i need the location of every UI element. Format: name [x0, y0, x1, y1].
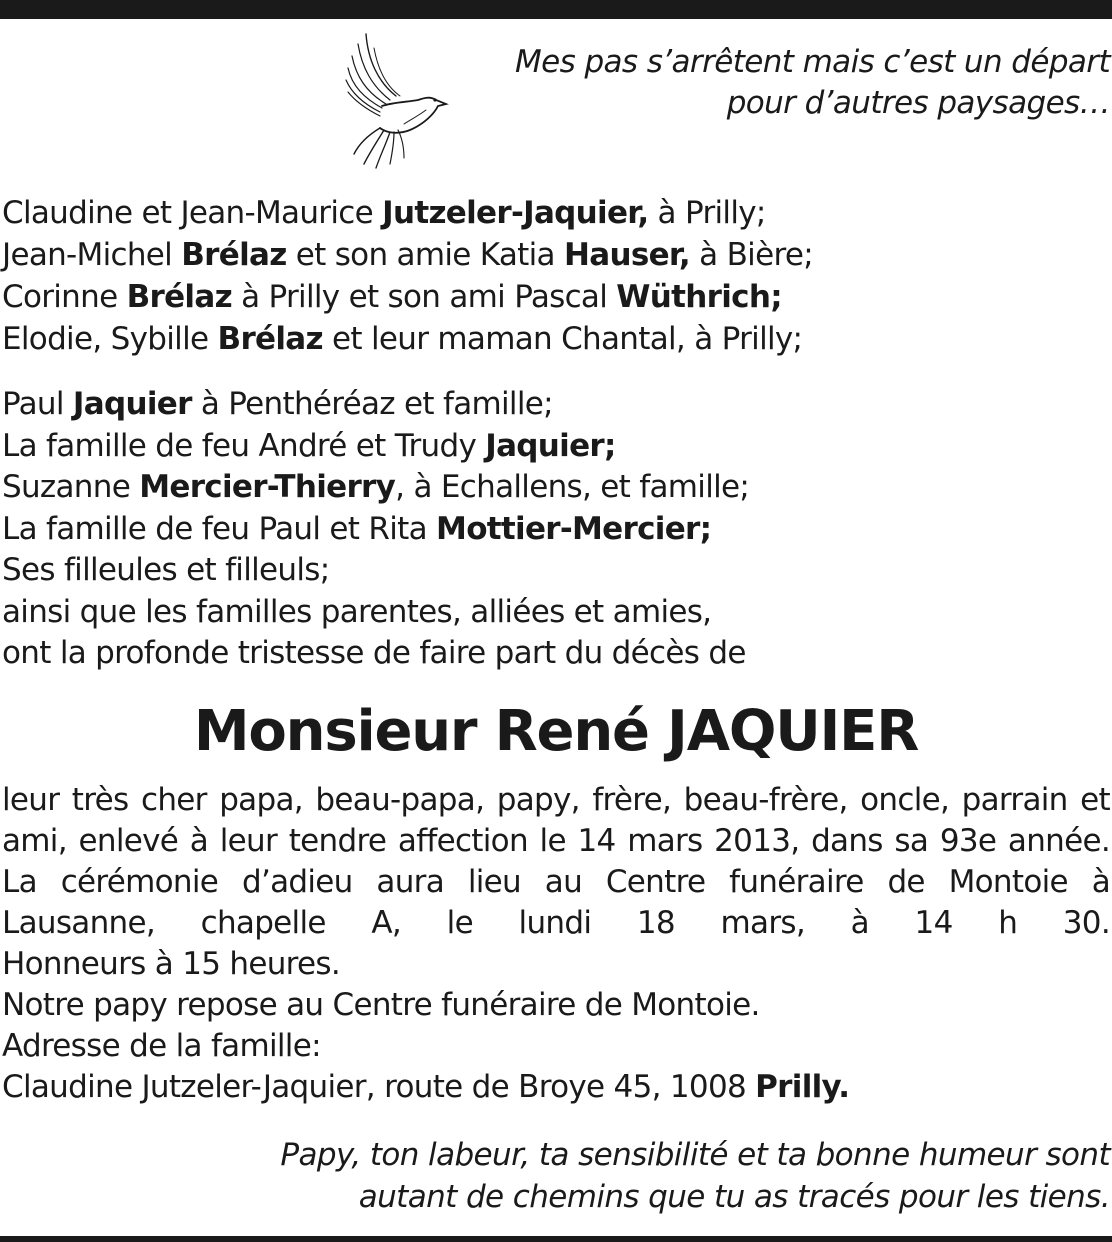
- closing-quote: [280, 1134, 1110, 1218]
- closing-line: autant de chemins que tu as tracés pour les tiens.: [358, 1179, 1110, 1215]
- rest-line: Notre papy repose au Centre funéraire de Montoie.: [2, 987, 760, 1023]
- family-line: Paul Jaquier à Penthéréaz et famille;: [2, 386, 553, 422]
- family-line: Jean-Michel Brélaz et son amie Katia Hauser, à Bière;: [2, 237, 813, 273]
- family-line: Corinne Brélaz à Prilly et son ami Pascal Wüthrich;: [2, 279, 782, 315]
- family-list-secondary: [2, 384, 749, 675]
- details-paragraph: leur très cher papa, beau-papa, papy, frère, beau-frère, oncle, parrain et ami, enlevé à leur tendre affection le 14 mars 2013, dans sa 93e année.: [2, 782, 1110, 859]
- address-label: Adresse de la famille:: [2, 1028, 321, 1064]
- bottom-rule: [0, 1236, 1112, 1242]
- family-list-primary: [2, 192, 813, 360]
- family-line: La famille de feu André et Trudy Jaquier;: [2, 427, 616, 464]
- family-line: Claudine et Jean-Maurice Jutzeler-Jaquier, à Prilly;: [2, 195, 766, 231]
- honours-line: Honneurs à 15 heures.: [2, 946, 341, 982]
- family-line: Ses filleules et filleuls;: [2, 552, 330, 588]
- epigraph-line: pour d’autres paysages…: [726, 85, 1110, 121]
- epigraph-line: Mes pas s’arrêtent mais c’est un départ: [515, 44, 1110, 80]
- closing-line: Papy, ton labeur, ta sensibilité et ta bonne humeur sont: [280, 1137, 1110, 1173]
- family-line: La famille de feu Paul et Rita Mottier-Mercier;: [2, 510, 712, 547]
- family-address: Claudine Jutzeler-Jaquier, route de Broye 45, 1008 Prilly.: [2, 1069, 850, 1105]
- top-rule: [0, 0, 1112, 19]
- family-line: Suzanne Mercier-Thierry, à Echallens, et famille;: [2, 469, 750, 505]
- ceremony-paragraph: La cérémonie d’adieu aura lieu au Centre funéraire de Montoie à Lausanne, chapelle A, le lundi 18 mars, à 14 h 30.: [2, 864, 1110, 941]
- epigraph-quote: [515, 42, 1110, 124]
- dove-icon: [338, 30, 450, 172]
- family-line: ont la profonde tristesse de faire part du décès de: [2, 635, 746, 671]
- notice-details: [2, 780, 1110, 1108]
- deceased-name: Monsieur René JAQUIER: [193, 699, 919, 764]
- family-line: Elodie, Sybille Brélaz et leur maman Chantal, à Prilly;: [2, 321, 803, 357]
- family-line: ainsi que les familles parentes, alliées et amies,: [2, 593, 712, 630]
